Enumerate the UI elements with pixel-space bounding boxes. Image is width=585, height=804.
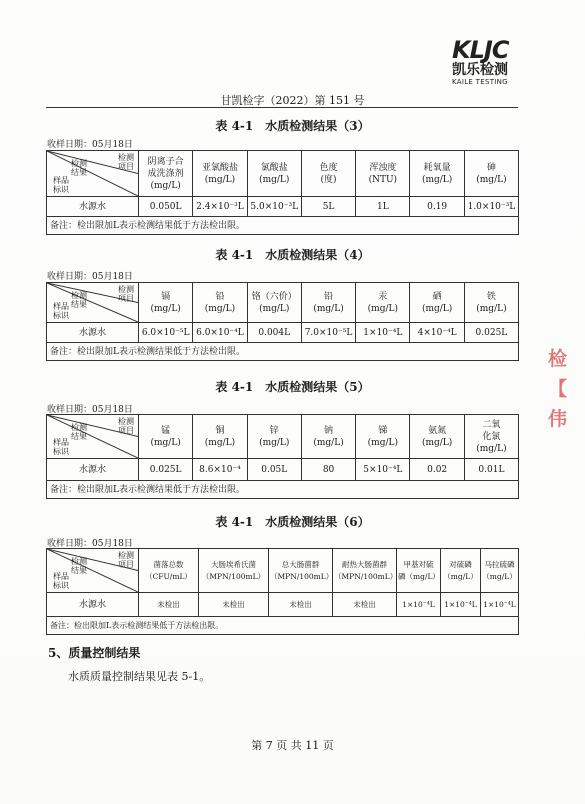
column-header: 氨氮 (mg/L) [410,415,464,459]
table-4-title: 表 4-1 水质检测结果（4） [215,248,370,262]
table-note: 备注：检出限加L表示检测结果低于方法检出限。 [47,217,519,235]
column-header: 锑 (mg/L) [356,415,410,459]
table-cell: 1×10⁻⁴L [397,593,441,617]
note-row [47,217,519,235]
table-corner-cell [47,415,139,459]
results-table-3 [46,150,519,235]
column-header: 对硫磷 （mg/L） [441,549,481,593]
table-note: 备注：检出限加L表示检测结果低于方法检出限。 [47,481,519,499]
column-header: 钠 (mg/L) [301,415,355,459]
corner-sample-label: 样品 标识 [53,438,69,456]
table-5-title: 表 4-1 水质检测结果（5） [215,380,370,394]
table-cell: 未检出 [139,593,199,617]
page-footer: 第 7 页 共 11 页 [251,739,334,752]
column-header: 镉 (mg/L) [139,283,193,323]
stamp-char: 【 [548,378,568,400]
column-header: 铜 (mg/L) [193,415,247,459]
column-header: 阴离子合 成洗涤剂 (mg/L) [139,151,193,197]
corner-item-label: 检测 项目 [118,285,134,303]
column-header: 锌 (mg/L) [247,415,301,459]
table-cell: 80 [301,459,355,481]
corner-result-label: 检测 结果 [71,159,87,177]
column-header: 浑浊度 (NTU) [356,151,410,197]
table-5-sampling-date: 收样日期：05月18日 [47,405,133,415]
table-note: 备注：检出限加L表示检测结果低于方法检出限。 [47,343,519,361]
logo-chinese-name: 凯乐检测 [452,62,508,78]
table-cell: 未检出 [269,593,333,617]
table-cell: 0.004L [247,323,301,343]
column-header: 硒 (mg/L) [410,283,464,323]
table-row [47,197,519,217]
logo-english-name: KAILE TESTING [452,78,508,86]
table-cell: 8.6×10⁻⁴ [193,459,247,481]
sample-name-cell: 水源水 [47,459,139,481]
table-cell: 6.0×10⁻⁵L [139,323,193,343]
column-header: 大肠埃希氏菌 （MPN/100mL） [199,549,269,593]
sample-name-cell: 水源水 [47,323,139,343]
table-header-row [47,549,519,593]
column-header: 二氧 化氯 (mg/L) [464,415,518,459]
table-cell: 2.4×10⁻³L [193,197,247,217]
corner-result-label: 检测 结果 [71,291,87,309]
section-text: 水质质量控制结果见表 5-1。 [68,670,211,683]
table-4-sampling-date: 收样日期：05月18日 [47,272,133,282]
column-header: 总大肠菌群 （MPN/100mL） [269,549,333,593]
table-cell: 0.05L [247,459,301,481]
table-cell: 1×10⁻⁴L [356,323,410,343]
table-header-row [47,415,519,459]
table-cell: 0.02 [410,459,464,481]
table-cell: 0.025L [139,459,193,481]
corner-item-label: 检测 项目 [118,551,134,569]
stamp-char: 检 [548,348,568,370]
table-cell: 5.0×10⁻³L [247,197,301,217]
table-row [47,459,519,481]
stamp-char: 伟 [548,408,568,430]
document-number: 甘凯检字（2022）第 151 号 [220,94,365,107]
corner-result-label: 检测 结果 [71,557,87,575]
sample-name-cell: 水源水 [47,593,139,617]
column-header: 锰 (mg/L) [139,415,193,459]
table-cell: 4×10⁻⁴L [410,323,464,343]
table-header-row [47,151,519,197]
column-header: 铁 (mg/L) [464,283,518,323]
corner-sample-label: 样品 标识 [53,302,69,320]
results-table-4 [46,282,519,361]
table-row [47,323,519,343]
column-header: 色度 (度) [301,151,355,197]
table-cell: 1×10⁻⁴L [441,593,481,617]
logo-mark: KLJC [452,36,509,64]
table-cell: 1.0×10⁻³L [464,197,518,217]
corner-sample-label: 样品 标识 [53,176,69,194]
note-row [47,481,519,499]
header-rule [46,107,518,108]
table-note: 备注：检出限加L表示检测结果低于方法检出限。 [47,617,519,635]
column-header: 砷 (mg/L) [464,151,518,197]
table-cell: 1L [356,197,410,217]
table-cell: 6.0×10⁻⁴L [193,323,247,343]
column-header: 甲基对硫 磷（mg/L） [397,549,441,593]
sample-name-cell: 水源水 [47,197,139,217]
corner-item-label: 检测 项目 [118,417,134,435]
column-header: 汞 (mg/L) [356,283,410,323]
table-cell: 5L [301,197,355,217]
corner-result-label: 检测 结果 [71,423,87,441]
column-header: 氯酸盐 (mg/L) [247,151,301,197]
table-3-title: 表 4-1 水质检测结果（3） [215,119,370,133]
column-header: 铬（六价） (mg/L) [247,283,301,323]
table-6-title: 表 4-1 水质检测结果（6） [215,515,370,529]
column-header: 耗氧量 (mg/L) [410,151,464,197]
note-row [47,343,519,361]
column-header: 铅 (mg/L) [301,283,355,323]
table-row [47,593,519,617]
table-cell: 0.19 [410,197,464,217]
table-cell: 1×10⁻⁴L [481,593,519,617]
table-corner-cell [47,283,139,323]
results-table-5 [46,414,519,499]
column-header: 耐热大肠菌群 （MPN/100mL） [333,549,397,593]
table-cell: 5×10⁻⁴L [356,459,410,481]
table-cell: 0.01L [464,459,518,481]
column-header: 菌落总数 （CFU/mL） [139,549,199,593]
note-row [47,617,519,635]
table-header-row [47,283,519,323]
table-3-sampling-date: 收样日期：05月18日 [47,140,133,150]
table-cell: 0.050L [139,197,193,217]
column-header: 亚氯酸盐 (mg/L) [193,151,247,197]
column-header: 铅 (mg/L) [193,283,247,323]
company-logo [452,38,544,94]
table-corner-cell [47,151,139,197]
table-cell: 0.025L [464,323,518,343]
table-corner-cell [47,549,139,593]
corner-sample-label: 样品 标识 [53,572,69,590]
table-cell: 未检出 [199,593,269,617]
red-seal-stamp [548,344,585,444]
section-heading: 5、质量控制结果 [48,646,141,660]
table-6-sampling-date: 收样日期：05月18日 [47,539,133,549]
table-cell: 7.0×10⁻⁵L [301,323,355,343]
corner-item-label: 检测 项目 [118,153,134,171]
results-table-6 [46,548,519,635]
table-cell: 未检出 [333,593,397,617]
column-header: 马拉硫磷 （mg/L） [481,549,519,593]
